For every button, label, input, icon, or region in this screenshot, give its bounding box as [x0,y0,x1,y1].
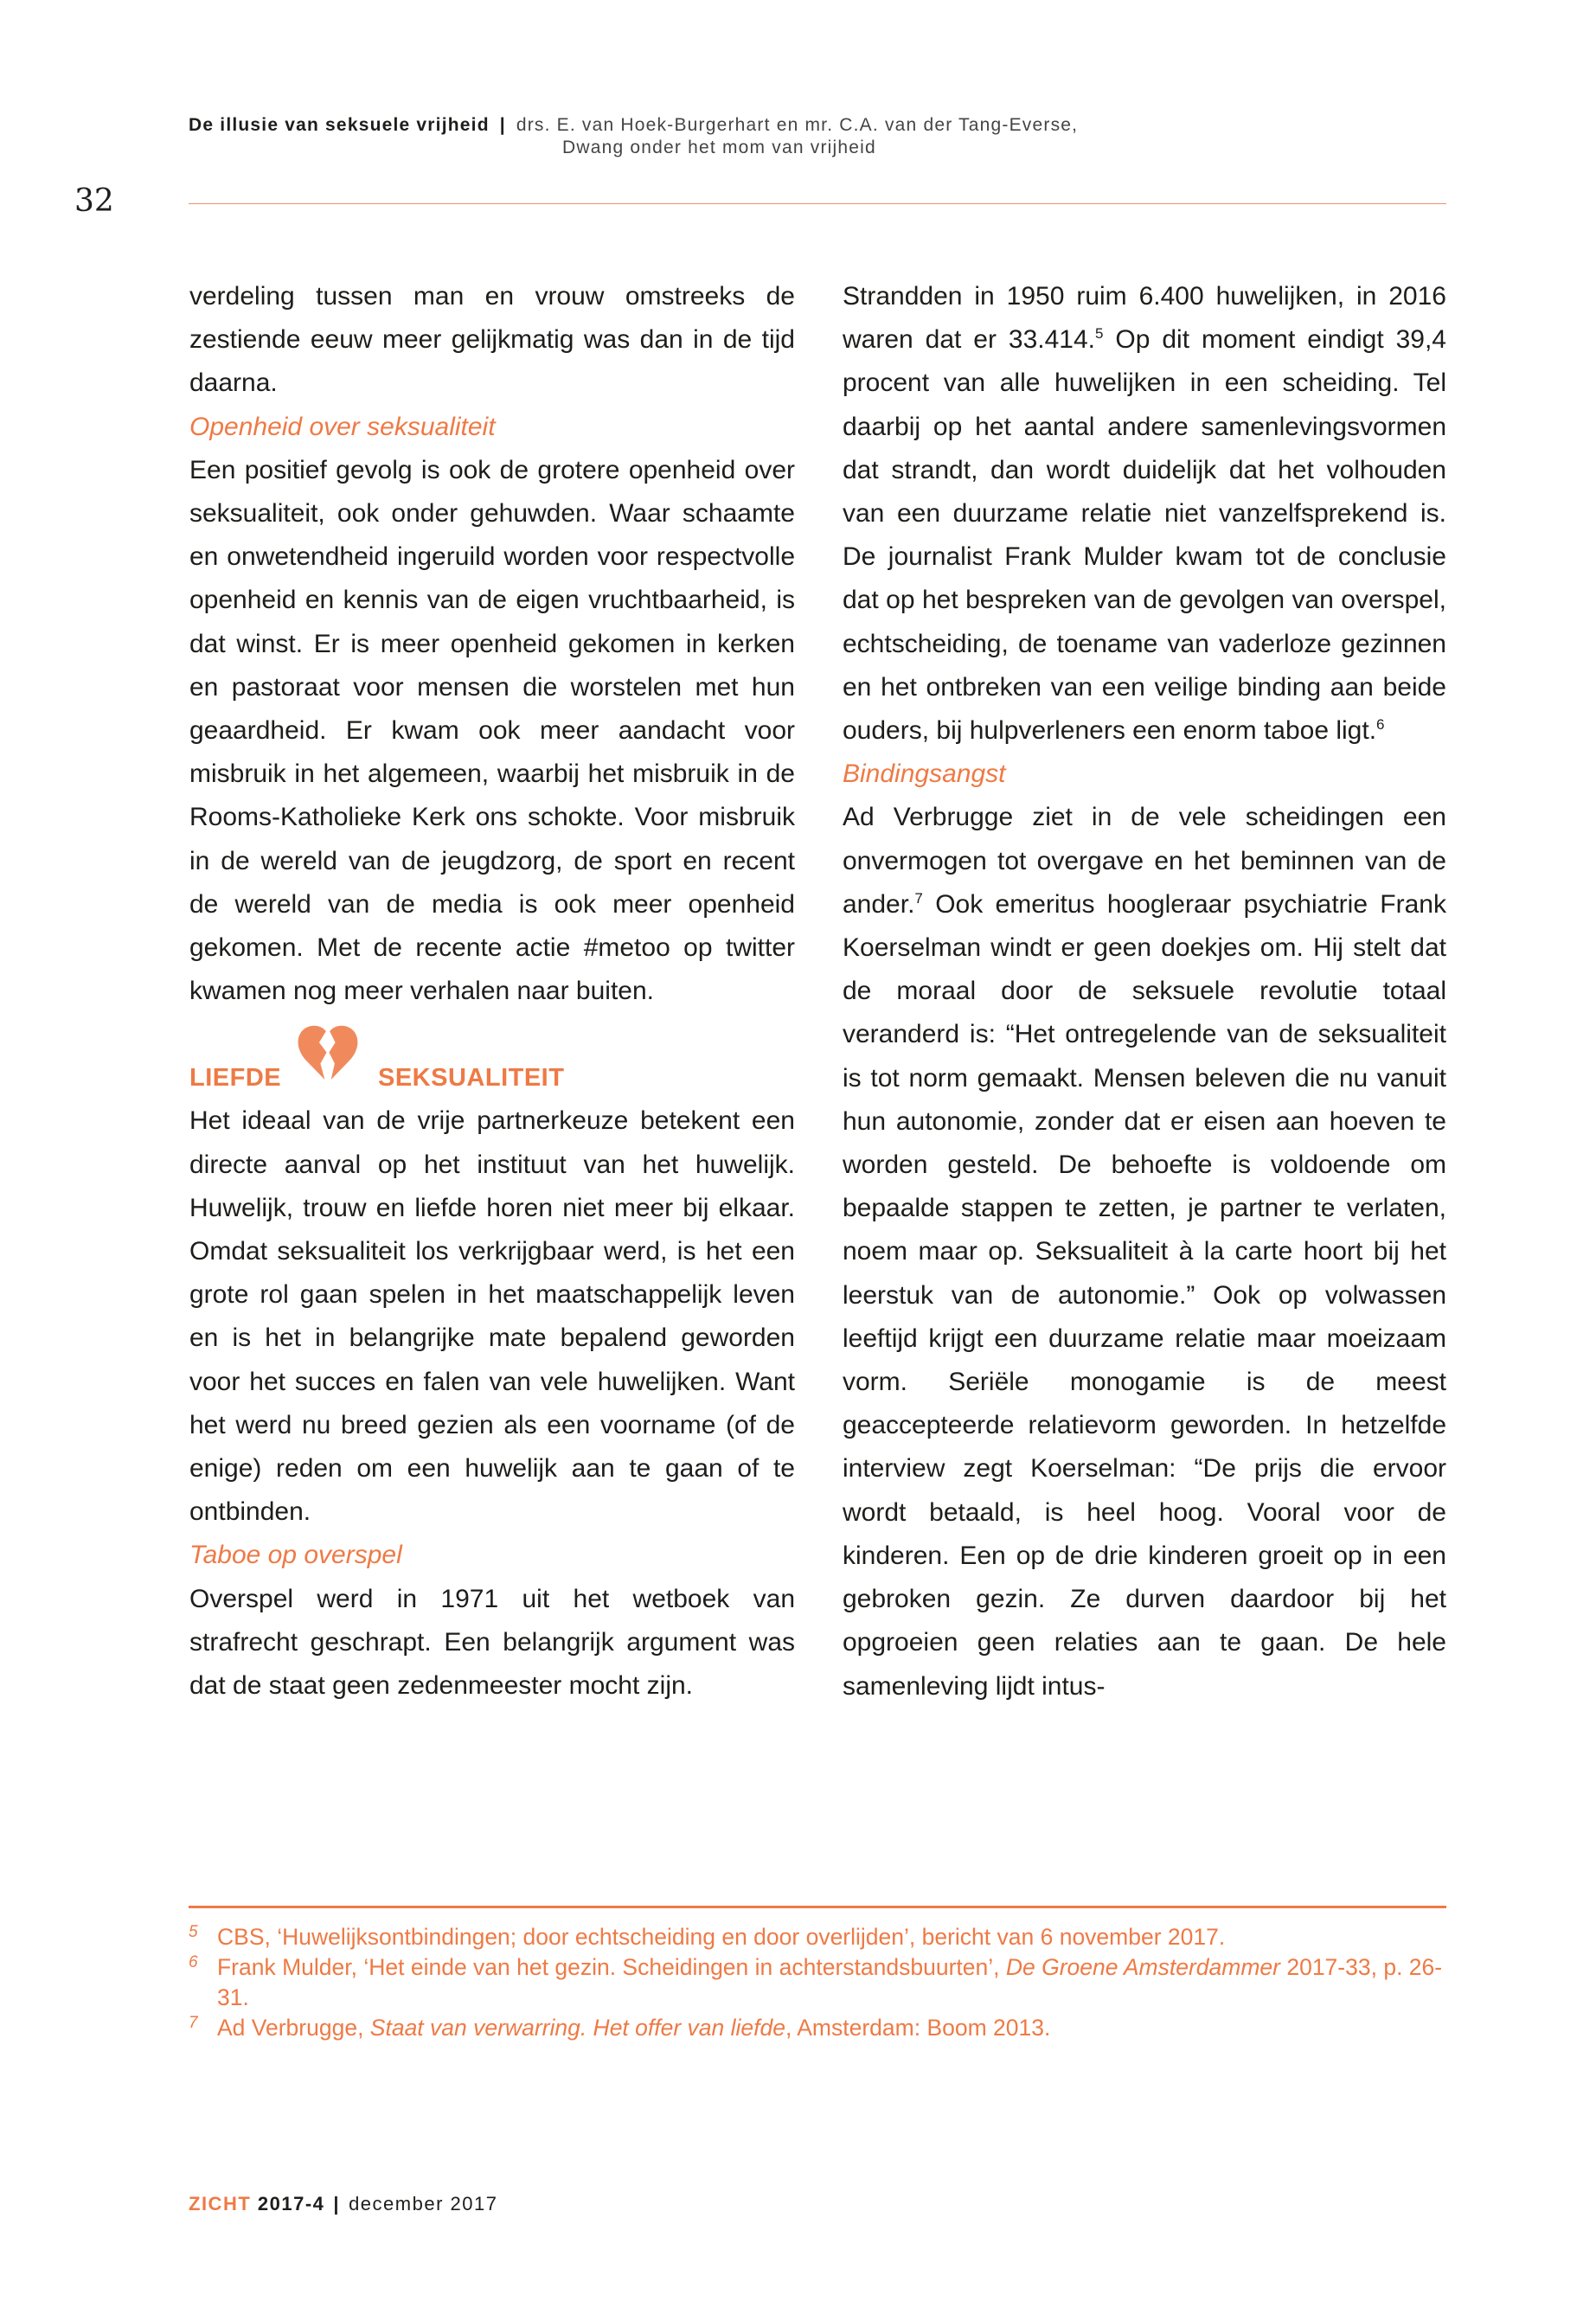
footnote-number: 6 [189,1953,198,1971]
page-footer [189,2193,497,2215]
header-rule [189,203,1446,204]
footnote-text: , Amsterdam: Boom 2013. [785,2015,1051,2041]
paragraph [843,796,1446,1708]
section-title-word: LIEFDE [189,1064,282,1093]
broken-heart-icon [297,1025,359,1082]
paragraph [843,275,1446,753]
footnote-reference[interactable]: 5 [1094,325,1104,343]
footnote-number: 7 [189,2014,198,2032]
footnote-publication: De Groene Amsterdammer [1005,1954,1280,1980]
paragraph: Het ideaal van de vrije partnerkeuze betekent een directe aanval op het instituut van het huwelijk. Huwelijk, trouw en liefde horen niet meer bij elkaar. Omdat seksualiteit los verkrijgbaar werd, is het een grote rol gaan spelen in het maatschappelijk leven en is het in belangrijke mate bepalend geworden voor het succes en falen van vele huwelijken. Want het werd nu breed gezien als een voorname (of de enige) reden om een huwelijk aan te gaan of te ontbinden. [189,1106,795,1527]
footnote-text: 2017-33, p. 26-31. [217,1954,1443,2010]
footnote-number: 5 [189,1923,198,1941]
section-heading: Bindingsangst [843,760,1006,789]
right-column [843,275,1446,1708]
footnotes [189,1922,1446,2043]
paragraph: Overspel werd in 1971 uit het wetboek van strafrecht geschrapt. Een belangrijk argument was dat de staat geen zedenmeester mocht zijn. [189,1584,795,1701]
left-column [189,275,795,1708]
header-title-line [189,112,1078,138]
footnote [189,1922,1446,1952]
issue-date: december 2017 [349,2193,498,2214]
article-authors: drs. E. van Hoek-Burgerhart en mr. C.A. van der Tang-Everse, [516,115,1079,135]
footnote-reference[interactable]: 7 [914,889,923,907]
section-heading: Openheid over seksualiteit [189,412,496,441]
footnote-publication: Staat van verwarring. Het offer van liefde [369,2015,785,2041]
magazine-name: ZICHT [189,2193,252,2214]
text-run: Ad Verbrugge ziet in de vele scheidingen een onvermogen tot overgave en het beminnen van de ander. [843,803,1446,919]
article-subtitle: Dwang onder het mom van vrijheid [562,138,876,157]
page-number: 32 [74,183,114,219]
footnote-text: CBS, ‘Huwelijksontbindingen; door echtscheiding en door overlijden’, bericht van 6 november 2017. [217,1924,1226,1950]
section-title-liefde-seksualiteit [189,1056,795,1099]
footnote-rule [189,1906,1446,1908]
footnote-text: Frank Mulder, ‘Het einde van het gezin. Scheidingen in achterstandsbuurten’, [217,1954,1006,1980]
header-separator: | [499,115,506,135]
section-title-word: SEKSUALITEIT [378,1064,565,1093]
article-title: De illusie van seksuele vrijheid [189,115,490,135]
footnote [189,2013,1446,2043]
footnote-text: Ad Verbrugge, [217,2015,370,2041]
footnote-reference[interactable]: 6 [1376,716,1385,734]
text-run: Op dit moment eindigt 39,4 procent van alle huwelijken in een scheiding. Tel daarbij op het aantal andere samenlevingsvormen dat strandt, dan wordt duidelijk dat het volhouden van een duurzame relatie niet vanzelfsprekend is. De journalist Frank Mulder kwam tot de conclusie dat op het bespreken van de gevolgen van overspel, echtscheiding, de toename van vaderloze gezinnen en het ontbreken van een veilige binding aan beide ouders, bij hulpverleners een enorm taboe ligt. [843,325,1446,746]
text-run: Ook emeritus hoogleraar psychiatrie Frank Koerselman windt er geen doekjes om. Hij stelt dat de moraal door de seksuele revolutie totaal veranderd is: “Het ontregelende van de seksualiteit is tot norm gemaakt. Mensen beleven die nu vanuit hun autonomie, zonder dat er eisen aan hoeven te worden gesteld. De behoefte is voldoende om bepaalde stappen te zetten, je partner te verlaten, noem maar op. Seksualiteit à la carte hoort bij het leerstuk van de autonomie.” Ook op volwassen leeftijd krijgt een duurzame relatie maar moeizaam vorm. Seriële monogamie is de meest geaccepteerde relatievorm geworden. In hetzelfde interview zegt Koerselman: “De prijs die ervoor wordt betaald, is heel hoog. Vooral voor de kinderen. Een op de drie kinderen groeit op in een gebroken gezin. Ze durven daardoor bij het opgroeien geen relaties aan te gaan. De hele samenleving lijdt intus- [843,889,1446,1701]
section-heading: Taboe op overspel [189,1541,402,1570]
footnote [189,1952,1446,2013]
issue-number: 2017-4 [257,2193,325,2214]
paragraph: Een positief gevolg is ook de grotere openheid over seksualiteit, ook onder gehuwden. Waar schaamte en onwetendheid ingeruild worden voor respectvolle openheid en kennis van de eigen vruchtbaarheid, is dat winst. Er is meer openheid gekomen in kerken en pastoraat voor mensen die worstelen met hun geaardheid. Er kwam ook meer aandacht voor misbruik in het algemeen, waarbij het misbruik in de Rooms-Katholieke Kerk ons schokte. Voor misbruik in de wereld van de jeugdzorg, de sport en recent de wereld van de media is ook meer openheid gekomen. Met de recente actie #metoo op twitter kwamen nog meer verhalen naar buiten. [189,455,795,1006]
paragraph: verdeling tussen man en vrouw omstreeks de zestiende eeuw meer gelijkmatig was dan in de tijd daarna. [189,282,795,398]
text-run: Strandden in 1950 ruim 6.400 huwelijken, in 2016 waren dat er 33.414. [843,282,1446,355]
footer-separator: | [333,2193,341,2214]
